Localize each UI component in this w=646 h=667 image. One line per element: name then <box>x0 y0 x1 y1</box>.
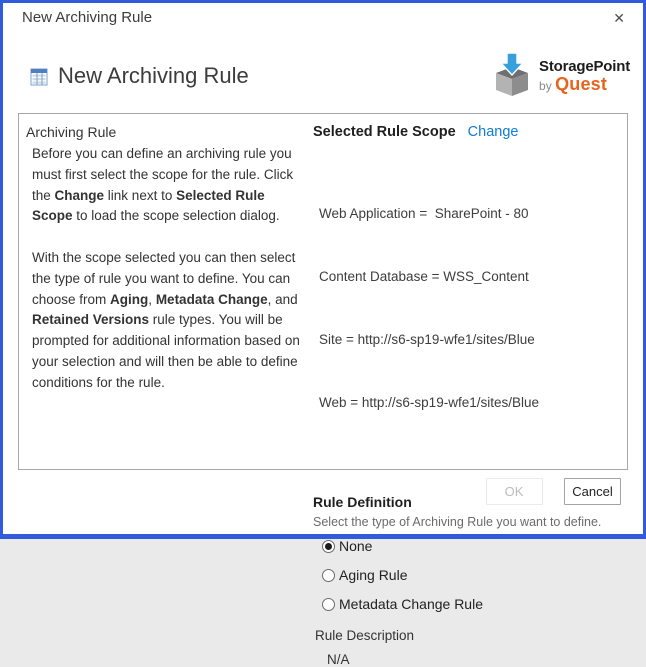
scope-header <box>313 124 617 140</box>
cancel-button[interactable]: Cancel <box>564 478 621 505</box>
scope-details <box>319 161 617 455</box>
rule-description-label: Rule Description <box>315 628 415 643</box>
radio-option-metadata-change-rule[interactable] <box>322 596 617 612</box>
scope-web: Web = http://s6-sp19-wfe1/sites/Blue <box>319 395 539 410</box>
instructions-heading: Archiving Rule <box>26 124 117 140</box>
radio-icon-aging-rule[interactable] <box>322 569 335 582</box>
logo-by: by <box>539 79 552 93</box>
storagepoint-box-arrow-icon <box>490 50 534 102</box>
scope-site: Site = http://s6-sp19-wfe1/sites/Blue <box>319 332 535 347</box>
radio-option-none[interactable] <box>322 538 617 554</box>
radio-label-metadata-change-rule: Metadata Change Rule <box>339 596 483 612</box>
dialog-titlebar <box>22 9 629 27</box>
instructions-panel <box>26 123 303 469</box>
radio-icon-metadata-change-rule[interactable] <box>322 598 335 611</box>
instructions-paragraph-1: Before you can define an archiving rule you must first select the scope for the rule. Click the Change link next to Selected Rule Scope to load the scope selection dialog. <box>32 146 294 224</box>
page-header <box>30 50 630 102</box>
selected-rule-scope-label: Selected Rule Scope <box>313 124 456 140</box>
logo-quest: Quest <box>555 74 608 94</box>
radio-option-aging-rule[interactable] <box>322 567 617 583</box>
dialog-title: New Archiving Rule <box>22 9 153 26</box>
rule-description-value: N/A <box>327 652 350 667</box>
scope-content-database: Content Database = WSS_Content <box>319 269 529 284</box>
change-scope-link[interactable]: Change <box>467 124 519 140</box>
archiving-rule-table-icon <box>30 68 48 86</box>
storagepoint-logo <box>490 50 630 102</box>
rule-definition-heading: Rule Definition <box>313 494 412 510</box>
radio-label-aging-rule: Aging Rule <box>339 567 408 583</box>
radio-icon-none[interactable] <box>322 540 335 553</box>
ok-button[interactable]: OK <box>486 478 543 505</box>
instructions-paragraph-2: With the scope selected you can then select the type of rule you want to define. You can choose from Aging, Metadata Change, and Retained Versions rule types. You will be prompted for additional information based on your selection and will then be able to define conditions for the rule. <box>32 250 300 390</box>
page-title: New Archiving Rule <box>58 63 249 88</box>
close-icon[interactable]: ✕ <box>613 10 625 26</box>
radio-label-none: None <box>339 538 373 554</box>
rule-definition-subtext: Select the type of Archiving Rule you want to define. <box>313 515 602 529</box>
logo-byline <box>539 75 630 93</box>
storagepoint-logo-text <box>539 59 630 93</box>
scope-web-application: Web Application = SharePoint - 80 <box>319 206 529 221</box>
dialog-footer <box>486 478 621 505</box>
logo-brand: StoragePoint <box>539 58 630 75</box>
rule-definition-section <box>313 494 617 667</box>
